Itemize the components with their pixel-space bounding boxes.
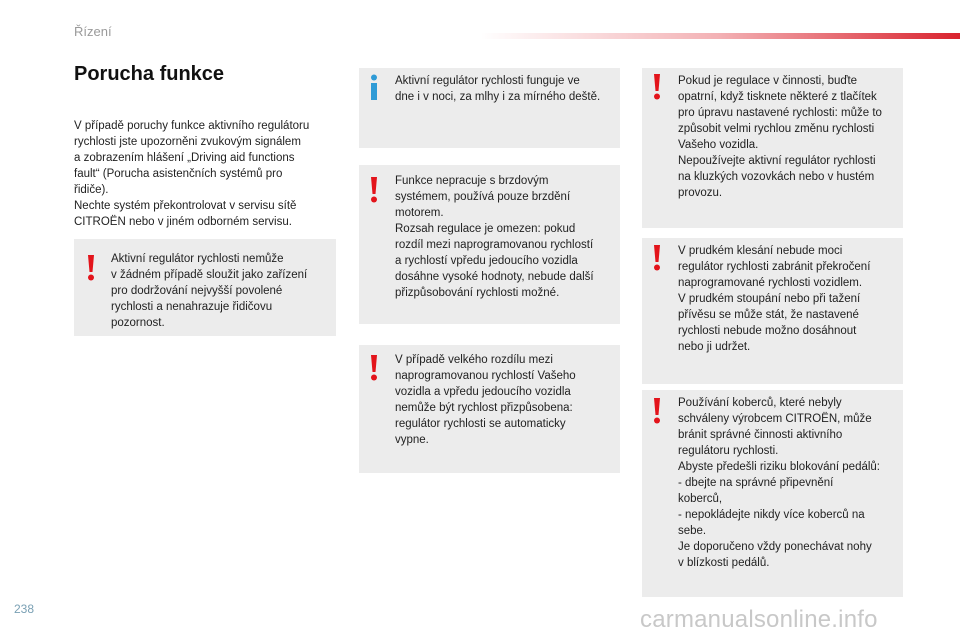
info-text: Aktivní regulátor rychlosti funguje ve dne i v noci, za mlhy i za mírného deště.	[395, 75, 601, 103]
warning-text: V prudkém klesání nebude moci regulátor rychlosti zabránit překročení naprogramované rychlosti vozidlem. V prudkém stoupání nebo při tažení přívěsu se může stát, že nastavené rychlosti nebude možno dosáhnout nebo ji udržet.	[678, 245, 871, 353]
warning-text: Aktivní regulátor rychlosti nemůže v žádném případě sloužit jako zařízení pro dodržování nejvyšší povolené rychlosti a nenahrazuje řidičovu pozornost.	[111, 253, 308, 329]
exclamation-icon	[369, 177, 379, 203]
warning-box-middle-2	[359, 345, 620, 473]
exclamation-icon	[652, 74, 662, 100]
exclamation-icon	[86, 255, 96, 281]
exclamation-icon	[369, 355, 379, 381]
warning-box-right-2	[642, 238, 903, 384]
exclamation-icon	[652, 245, 662, 271]
info-box	[359, 68, 620, 148]
warning-box-right-1	[642, 68, 903, 228]
header-accent-bar	[480, 33, 960, 39]
intro-paragraph: V případě poruchy funkce aktivního regulátoru rychlosti jste upozorněni zvukovým signálem a zobrazením hlášení „Driving aid functions fault“ (Porucha asistenčních systémů pro řidiče). Nechte systém překontrolovat v servisu sítě CITROËN nebo v jiném odborném servisu.	[74, 120, 310, 228]
section-title: Porucha funkce	[74, 63, 225, 85]
page-number: 238	[14, 602, 35, 616]
warning-text: Používání koberců, které nebyly schváleny výrobcem CITROËN, může bránit správné činnosti aktivního regulátoru rychlosti. Abyste předešli riziku blokování pedálů: - dbejte na správné připevnění koberců, - nepokládejte nikdy více koberců na sebe. Je doporučeno vždy ponechávat nohy v blízkosti pedálů.	[678, 397, 881, 569]
warning-box-right-3	[642, 390, 903, 597]
chapter-title: Řízení	[74, 24, 112, 39]
exclamation-icon	[652, 398, 662, 424]
warning-box-left	[74, 239, 336, 336]
warning-text: Funkce nepracuje s brzdovým systémem, používá pouze brzdění motorem. Rozsah regulace je omezen: pokud rozdíl mezi naprogramovanou rychlostí a rychlostí vpředu jedoucího vozidla dosáhne vysoké hodnoty, nebude další přizpůsobování rychlosti možné.	[395, 175, 594, 299]
info-icon	[369, 74, 379, 100]
watermark: carmanualsonline.info	[640, 606, 878, 633]
warning-text: V případě velkého rozdílu mezi naprogramovanou rychlostí Vašeho vozidla a vpředu jedoucího vozidla nemůže být rychlost přizpůsobena: regulátor rychlosti se automaticky vypne.	[395, 354, 576, 446]
warning-box-middle-1	[359, 165, 620, 324]
warning-text: Pokud je regulace v činnosti, buďte opatrní, když tisknete některé z tlačítek pro úpravu nastavené rychlosti: může to způsobit velmi rychlou změnu rychlosti Vašeho vozidla. Nepoužívejte aktivní regulátor rychlosti na kluzkých vozovkách nebo v hustém provozu.	[678, 75, 882, 199]
